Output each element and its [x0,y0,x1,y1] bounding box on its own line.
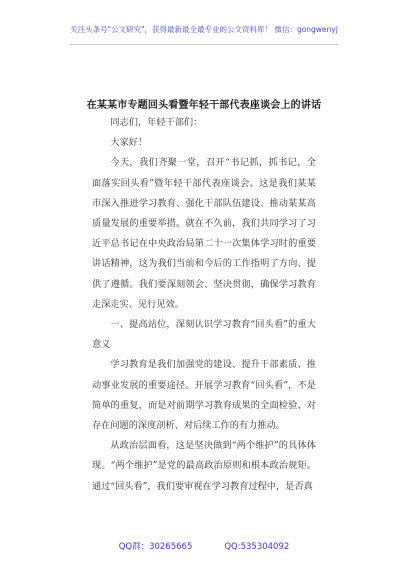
body-paragraph: 从政治层面看，这是坚决做到“两个维护”的具体体现。“两个维护”是党的最高政治原则和根本政治规矩。通过“回头看”，我们要审视在学习教育过程中，是否真 [92,440,316,492]
body-paragraph: 今天，我们齐聚一堂，召开“书记抓，抓书记，全面落实回头看”暨年轻干部代表座谈会。这是我们某某市深入推进学习教育、强化干部队伍建设、推动某某高质量发展的重要举措。就在不久前，我们共同学习了习近平总书记在中央政治局第二十一次集体学习时的重要讲话精神，这为我们当前和今后的工作指明了方向、提供了遵循。我们要深刻领会、坚决贯彻，确保学习教育走深走实、见行见效。 [92,157,316,310]
header-banner: 关注头条号"公文研究"，获得最新最全最专业的公文资料库！ 微信：gongwenyj [70,25,338,34]
salutation: 同志们，年轻干部们： [110,117,203,128]
document-title: 在某某市专题回头看暨年轻干部代表座谈会上的讲话 [86,100,322,111]
document-body [92,113,316,497]
footer-contact [0,540,408,552]
header-divider [70,44,338,45]
body-paragraph: 学习教育是我们加强党的建设、提升干部素质、推动事业发展的重要途径。开展学习教育“回头看”，不是简单的重复，而是对前期学习教育成果的全面检验、对存在问题的深度剖析、对后续工作的有力推动。 [92,359,316,432]
qq-group-number: QQ群：30265665 [118,542,193,552]
greeting: 大家好！ [110,137,148,149]
qq-number: QQ:535304092 [224,542,290,552]
section-heading: 一、提高站位，深刻认识学习教育“回头看”的重大意义 [92,319,316,351]
